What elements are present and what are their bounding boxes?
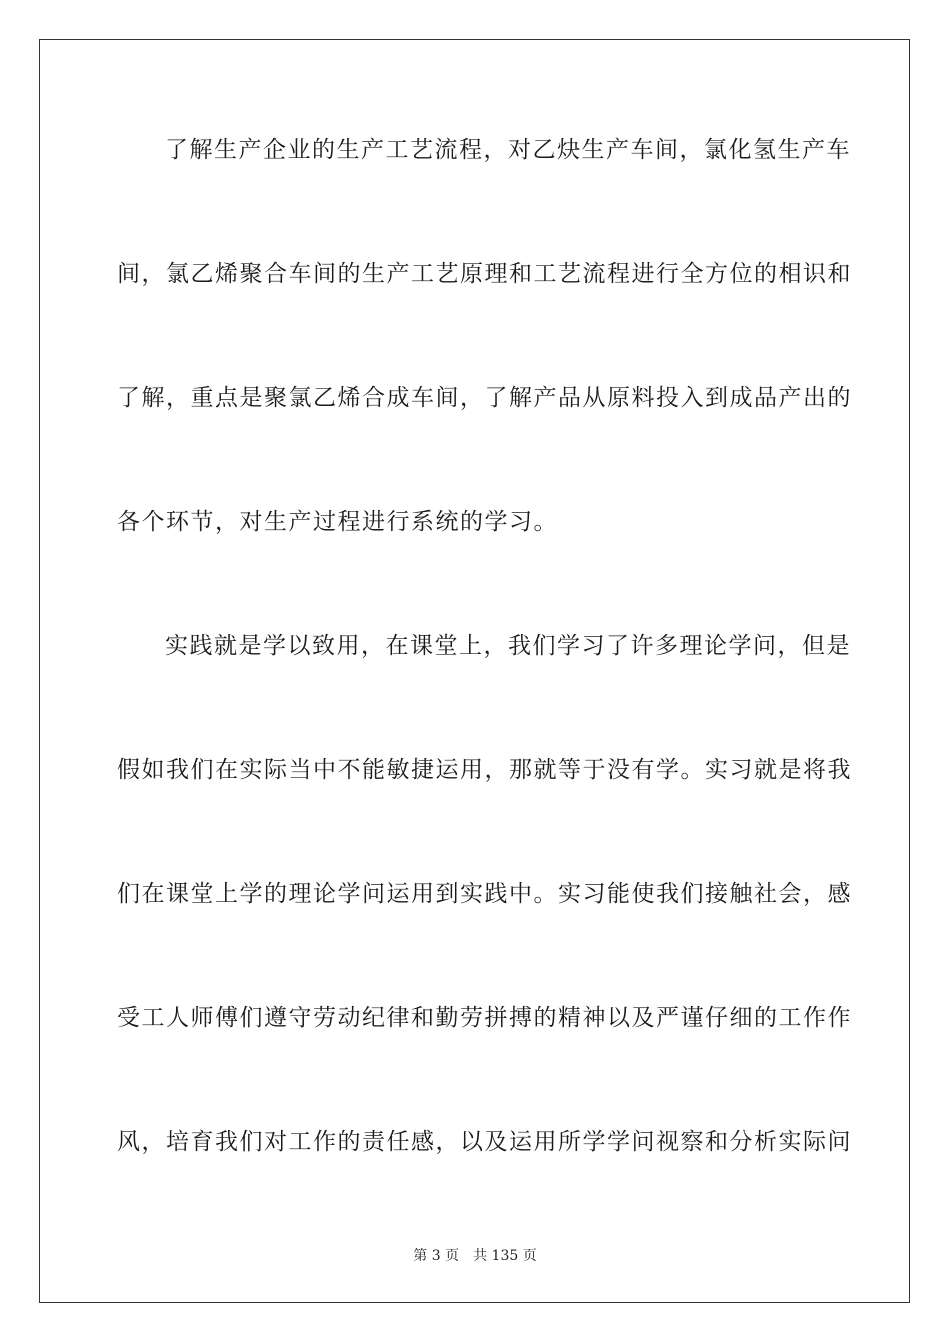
paragraph-2-line-4: 受工人师傅们遵守劳动纪律和勤劳拼搏的精神以及严谨仔细的工作作 (117, 1005, 852, 1031)
page-number: 第 3 页 (413, 1248, 460, 1264)
paragraph-2-line-2: 假如我们在实际当中不能敏捷运用，那就等于没有学。实习就是将我 (117, 757, 852, 783)
paragraph-1-line-2: 间，氯乙烯聚合车间的生产工艺原理和工艺流程进行全方位的相识和 (117, 261, 852, 287)
paragraph-1-line-3: 了解，重点是聚氯乙烯合成车间，了解产品从原料投入到成品产出的 (117, 385, 852, 411)
page-footer (0, 1247, 950, 1265)
page-total: 共 135 页 (473, 1248, 537, 1264)
paragraph-1-line-1: 了解生产企业的生产工艺流程，对乙炔生产车间，氯化氢生产车 (165, 137, 851, 163)
paragraph-2-line-3: 们在课堂上学的理论学问运用到实践中。实习能使我们接触社会，感 (117, 881, 852, 907)
paragraph-1-line-4: 各个环节，对生产过程进行系统的学习。 (117, 509, 558, 535)
paragraph-2-line-5: 风，培育我们对工作的责任感，以及运用所学学问视察和分析实际问 (117, 1129, 852, 1155)
paragraph-2-line-1: 实践就是学以致用，在课堂上，我们学习了许多理论学问，但是 (165, 633, 851, 659)
page-border (39, 39, 910, 1303)
